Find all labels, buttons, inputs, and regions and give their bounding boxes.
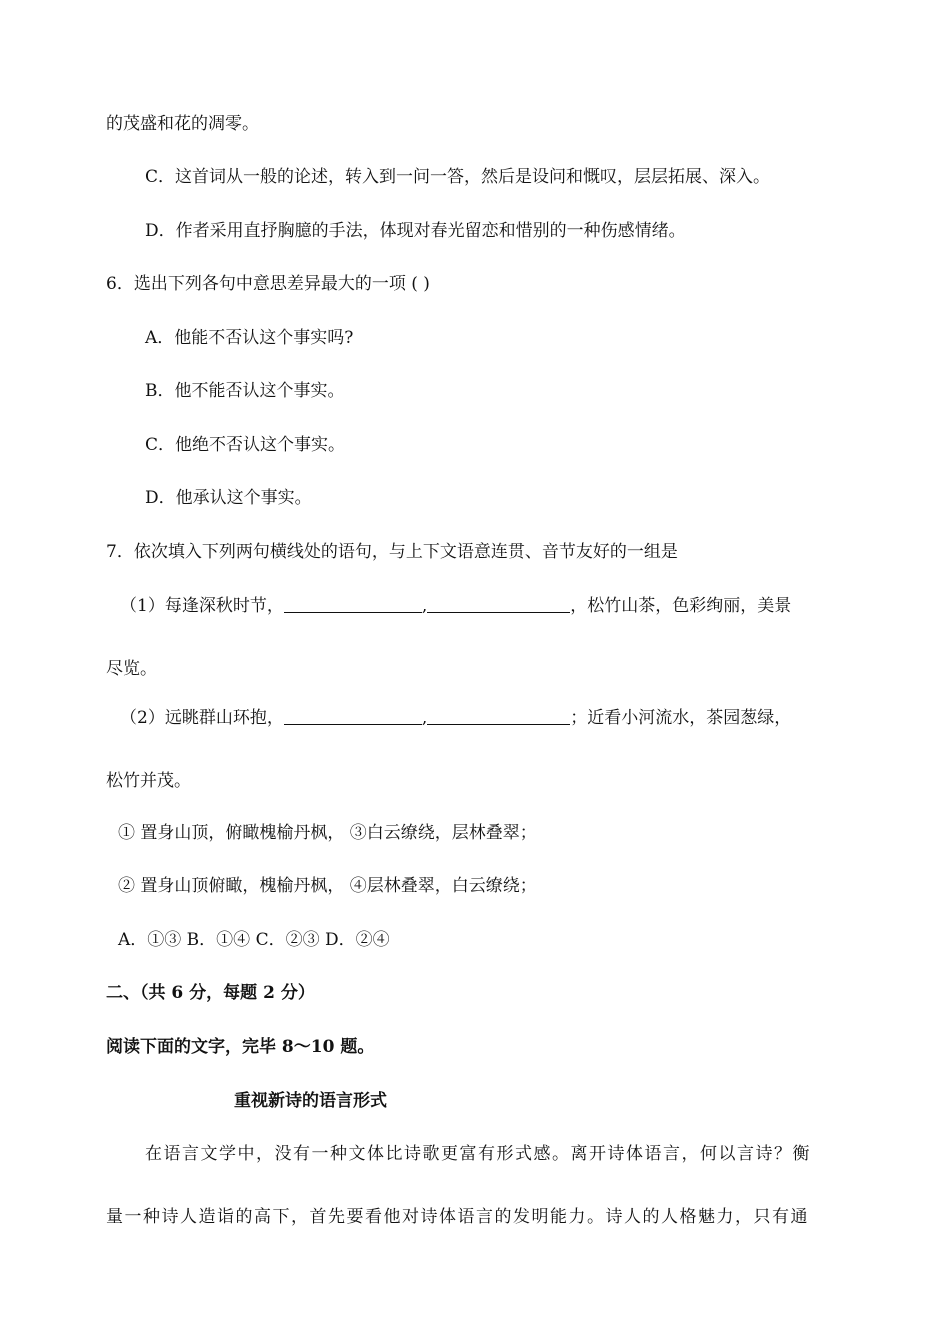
question-6-option-c: C．他绝不否认这个事实。 [145,435,346,455]
choice-row-1: ① 置身山顶，俯瞰槐榆丹枫， ③白云缭绕，层林叠翠； [118,823,537,843]
reading-instruction: 阅读下面的文字，完毕 8～10 题。 [106,1037,375,1057]
answer-options: A．①③ B．①④ C．②③ D．②④ [118,930,390,950]
sentence-2-prefix: （2）远眺群山环抱， [120,708,284,728]
section-2-heading: 二、（共 6 分，每题 2 分） [106,983,315,1003]
fill-blank-3[interactable] [284,706,422,725]
question-6-option-d: D．他承认这个事实。 [145,488,312,508]
sentence-2-suffix: ；近看小河流水，茶园葱绿， [570,708,792,728]
sentence-1-continuation: 尽览。 [106,659,157,679]
article-paragraph-line-2: 量一种诗人造诣的高下，首先要看他对诗体语言的发明能力。诗人的人格魅力，只有通 [106,1207,809,1227]
question-6: 6．选出下列各句中意思差异最大的一项 ( ) [106,274,430,294]
sentence-2 [120,706,791,730]
text-line-continuation: 的茂盛和花的凋零。 [106,114,259,134]
question-6-option-a: A．他能不否认这个事实吗? [145,328,354,348]
blank-separator: , [421,708,428,728]
question-6-option-b: B．他不能否认这个事实。 [145,381,345,401]
sentence-2-continuation: 松竹并茂。 [106,771,191,791]
question-7: 7．依次填入下列两句横线处的语句，与上下文语意连贯、音节友好的一组是 [106,542,678,562]
sentence-1-prefix: （1）每逢深秋时节， [120,596,284,616]
fill-blank-4[interactable] [427,706,570,725]
option-c-statement: C．这首词从一般的论述，转入到一问一答，然后是设问和慨叹，层层拓展、深入。 [145,167,771,187]
sentence-1-suffix: ，松竹山茶，色彩绚丽，美景 [570,596,792,616]
option-d-statement: D．作者采用直抒胸臆的手法，体现对春光留恋和惜别的一种伤感情绪。 [145,221,686,241]
fill-blank-2[interactable] [427,594,570,613]
blank-separator: , [421,596,428,616]
article-paragraph-line-1: 在语言文学中，没有一种文体比诗歌更富有形式感。离开诗体语言，何以言诗？衡 [145,1144,811,1164]
choice-row-2: ② 置身山顶俯瞰，槐榆丹枫， ④层林叠翠，白云缭绕； [118,876,537,896]
fill-blank-1[interactable] [284,594,422,613]
sentence-1 [120,594,791,618]
article-title: 重视新诗的语言形式 [234,1091,387,1111]
